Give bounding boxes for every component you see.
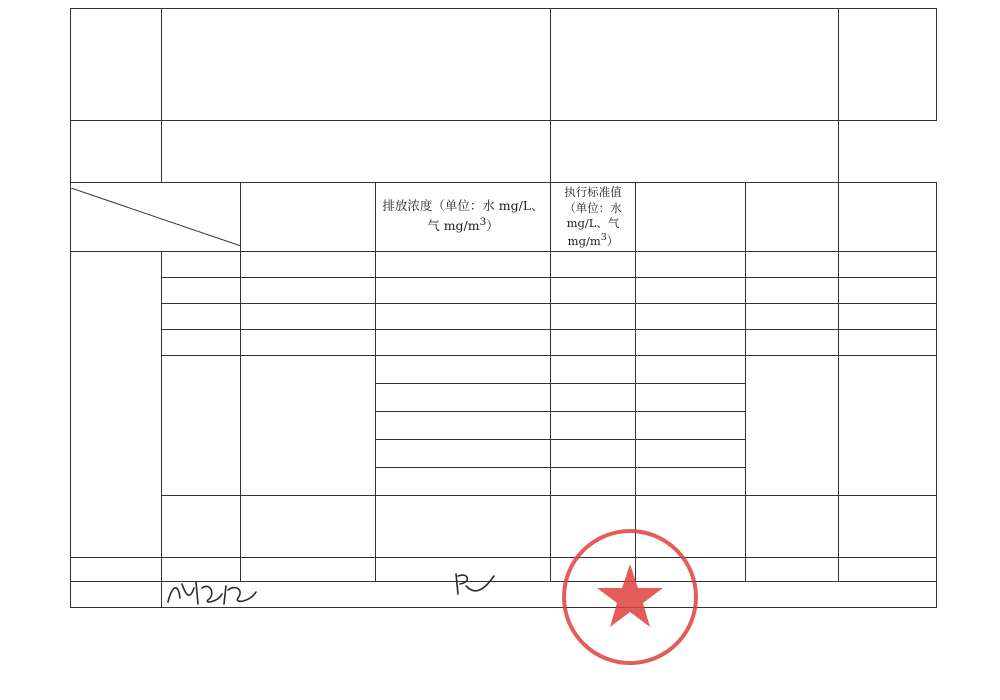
so2-name <box>162 303 241 329</box>
cod-name <box>162 251 241 277</box>
filler-label <box>71 581 162 607</box>
particulate-org-std <box>551 383 636 411</box>
particulate-org-method <box>241 355 376 495</box>
header-approved <box>839 183 937 252</box>
nox-amount <box>746 329 839 355</box>
so2-std <box>551 303 636 329</box>
header-amount <box>746 183 839 252</box>
header-standard: 执行标准值（单位：水 mg/L、气 $mg/m^3$） <box>551 183 636 252</box>
so2-approved <box>839 303 937 329</box>
cod-method <box>241 251 376 277</box>
blank-cell <box>551 9 839 121</box>
diagonal-line <box>71 188 241 246</box>
nox-conc <box>376 329 551 355</box>
nh3-name <box>162 277 241 303</box>
particulate-org-name <box>162 355 241 495</box>
particulate-org-exceed <box>636 467 746 495</box>
blank-cell <box>71 9 162 121</box>
cod-amount <box>746 251 839 277</box>
particulate-unorg-method <box>241 495 376 557</box>
particulate-org-std <box>551 439 636 467</box>
particulate-org-exceed <box>636 383 746 411</box>
particulate-org-approved <box>839 355 937 495</box>
characteristic-approved <box>839 557 937 581</box>
so2-amount <box>746 303 839 329</box>
nox-std <box>551 329 636 355</box>
diagonal-header-cell <box>71 183 241 252</box>
nh3-amount <box>746 277 839 303</box>
particulate-org-exceed <box>636 355 746 383</box>
characteristic-amount <box>746 557 839 581</box>
cod-conc <box>376 251 551 277</box>
particulate-org-exceed <box>636 439 746 467</box>
permit-info <box>162 9 551 121</box>
so2-exceed <box>636 303 746 329</box>
particulate-unorg-name <box>162 495 241 557</box>
main-pollutants-label <box>71 251 162 557</box>
footer-sign-row <box>162 581 937 607</box>
so2-method <box>241 303 376 329</box>
nh3-exceed <box>636 277 746 303</box>
nox-exceed <box>636 329 746 355</box>
header-concentration: 排放浓度（单位：水 mg/L、气 $mg/m^3$） <box>376 183 551 252</box>
cod-exceed <box>636 251 746 277</box>
nox-method <box>241 329 376 355</box>
nh3-approved <box>839 277 937 303</box>
cod-std <box>551 251 636 277</box>
pollutant-table <box>70 8 937 608</box>
particulate-org-std <box>551 355 636 383</box>
header-method <box>241 183 376 252</box>
characteristic-label <box>71 557 162 581</box>
reviewer-signature <box>450 570 500 598</box>
emergency-value <box>162 121 551 183</box>
blank-cell <box>839 9 937 121</box>
emergency-label <box>71 121 162 183</box>
nh3-conc <box>376 277 551 303</box>
company-seal <box>555 522 705 672</box>
particulate-org-conc <box>376 467 551 495</box>
nh3-std <box>551 277 636 303</box>
nox-name <box>162 329 241 355</box>
nox-approved <box>839 329 937 355</box>
particulate-unorg-approved <box>839 495 937 557</box>
so2-conc <box>376 303 551 329</box>
cod-approved <box>839 251 937 277</box>
particulate-unorg-conc <box>376 495 551 557</box>
particulate-unorg-amount <box>746 495 839 557</box>
outlet-label <box>551 121 839 183</box>
header-exceed <box>636 183 746 252</box>
particulate-org-exceed <box>636 411 746 439</box>
particulate-org-std <box>551 467 636 495</box>
particulate-org-conc <box>376 411 551 439</box>
particulate-org-conc <box>376 355 551 383</box>
particulate-org-amount <box>746 355 839 495</box>
particulate-org-std <box>551 411 636 439</box>
nh3-method <box>241 277 376 303</box>
particulate-org-conc <box>376 383 551 411</box>
particulate-org-conc <box>376 439 551 467</box>
filler-signature <box>160 576 270 610</box>
